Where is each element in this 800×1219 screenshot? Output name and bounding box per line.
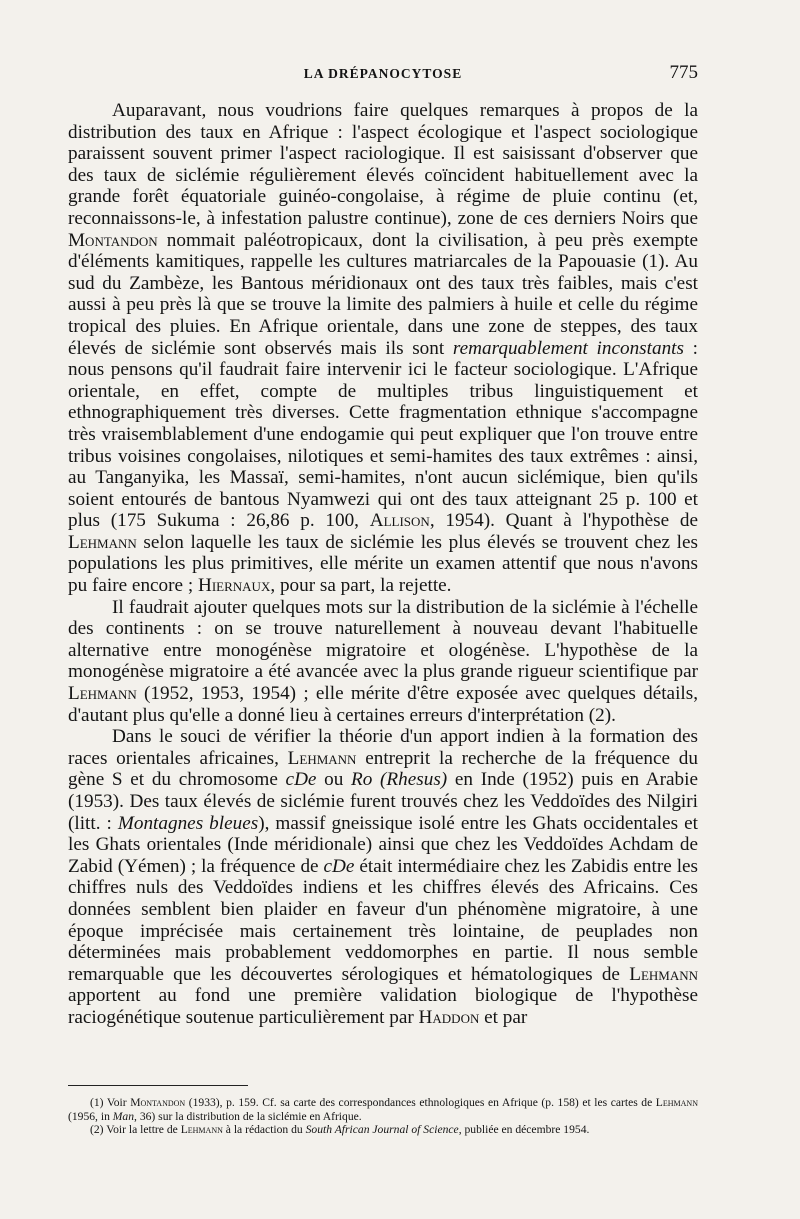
footnote-rule bbox=[68, 1085, 248, 1086]
author-name: Montandon bbox=[130, 1096, 186, 1109]
author-name: Lehmann bbox=[68, 531, 137, 553]
author-name: Haddon bbox=[418, 1006, 480, 1028]
author-name: Lehmann bbox=[655, 1096, 698, 1109]
author-name: Lehmann bbox=[68, 683, 137, 705]
author-name: Lehmann bbox=[629, 963, 698, 985]
footnote-1: (1) Voir Montandon (1933), p. 159. Cf. sa carte des correspondances ethnologiques en Afrique (p. 158) et les cartes de Lehmann (1956, in Man, 36) sur la distribution de la siclémie en Afrique. bbox=[68, 1096, 698, 1123]
paragraph-1: Auparavant, nous voudrions faire quelques remarques à propos de la distribution des taux en Afrique : l'aspect écologique et l'aspect sociologique paraissent souvent primer l'aspect raciologique. Il est saisissant d'observer que des taux de siclémie régulièrement élevés coïncident habituellement avec la grande forêt équatoriale guinéo-congolaise, à régime de pluie continu (et, reconnaissons-le, à infestation palustre continue), zone de ces derniers Noirs que Montandon nommait paléotropicaux, dont la civilisation, à peu près exempte d'éléments kamitiques, rappelle les cultures matriarcales de la Papouasie (1). Au sud du Zambèze, les Bantous méridionaux ont des taux très faibles, mais c'est aussi à peu près là que se trouve la limite des palmiers à huile et celle du régime tropical des pluies. En Afrique orientale, dans une zone de steppes, des taux élevés de siclémie sont observés mais ils sont remarquablement inconstants : nous pensons qu'il faudrait faire intervenir ici le facteur sociologique. L'Afrique orientale, en effet, compte de multiples tribus linguistiquement et ethnographiquement très diverses. Cette fragmentation ethnique s'accompagne très vraisemblablement d'une endogamie qui peut expliquer que l'on trouve entre tribus voisines congolaises, nilotiques et semi-hamites des taux extrêmes : ainsi, au Tanganyika, les Massaï, semi-hamites, n'ont aucun siclémique, bien qu'ils soient entourés de bantous Nyamwezi qui ont des taux atteignant 25 p. 100 et plus (175 Sukuma : 26,86 p. 100, Allison, 1954). Quant à l'hypothèse de Lehmann selon laquelle les taux de siclémie les plus élevés se trouvent chez les populations les plus primitives, elle mérite un examen attentif que nous n'avons pu faire encore ; Hiernaux, pour sa part, la rejette. bbox=[68, 100, 698, 597]
author-name: Hiernaux bbox=[197, 575, 271, 597]
running-head bbox=[68, 62, 698, 86]
emphasis: cDe bbox=[285, 769, 317, 791]
footnote-2: (2) Voir la lettre de Lehmann à la rédaction du South African Journal of Science, publiée en décembre 1954. bbox=[90, 1123, 590, 1137]
emphasis: remarquablement inconstants bbox=[452, 337, 684, 359]
emphasis: Man bbox=[112, 1109, 135, 1123]
emphasis: Montagnes bleues bbox=[117, 812, 259, 834]
author-name: Lehmann bbox=[287, 747, 357, 769]
emphasis: Ro (Rhesus) bbox=[351, 769, 448, 791]
running-title: LA DRÉPANOCYTOSE bbox=[303, 66, 463, 81]
author-name: Montandon bbox=[68, 229, 158, 251]
journal-title: South African Journal of Science bbox=[305, 1123, 459, 1137]
paragraph-2: Il faudrait ajouter quelques mots sur la distribution de la siclémie à l'échelle des continents : on se trouve naturellement à nouveau devant l'habituelle alternative entre monogénèse migratoire et ologénèse. L'hypothèse de la monogénèse migratoire a été avancée avec la plus grande rigueur scientifique par Lehmann (1952, 1953, 1954) ; elle mérite d'être exposée avec quelques détails, d'autant plus qu'elle a donné lieu à certaines erreurs d'interprétation (2). bbox=[68, 596, 698, 726]
body-text bbox=[68, 100, 698, 1029]
page-number: 775 bbox=[669, 62, 698, 83]
emphasis: cDe bbox=[323, 855, 355, 877]
footnotes bbox=[68, 1096, 698, 1137]
author-name: Lehmann bbox=[180, 1123, 223, 1137]
author-name: Allison bbox=[369, 510, 430, 532]
paragraph-3: Dans le souci de vérifier la théorie d'un apport indien à la formation des races orientales africaines, Lehmann entreprit la recherche de la fréquence du gène S et du chromosome cDe ou Ro (Rhesus) en Inde (1952) puis en Arabie (1953). Des taux élevés de siclémie furent trouvés chez les Veddoïdes des Nilgiri (litt. : Montagnes bleues), massif gneissique isolé entre les Ghats occidentales et les Ghats orientales (Inde méridionale) ainsi que chez les Veddoïdes Achdam de Zabid (Yémen) ; la fréquence de cDe était intermédiaire chez les Zabidis entre les chiffres nuls des Veddoïdes indiens et les chiffres élevés des Africains. Ces données semblent bien plaider en faveur d'un phénomène migratoire, à une époque imprécisée mais certainement très lointaine, de peuplades non déterminées mais probablement veddomorphes en partie. Il nous semble remarquable que les découvertes sérologiques et hématologiques de Lehmann apportent au fond une première validation biologique de l'hypothèse raciogénétique soutenue particulièrement par Haddon et par bbox=[68, 726, 699, 1028]
